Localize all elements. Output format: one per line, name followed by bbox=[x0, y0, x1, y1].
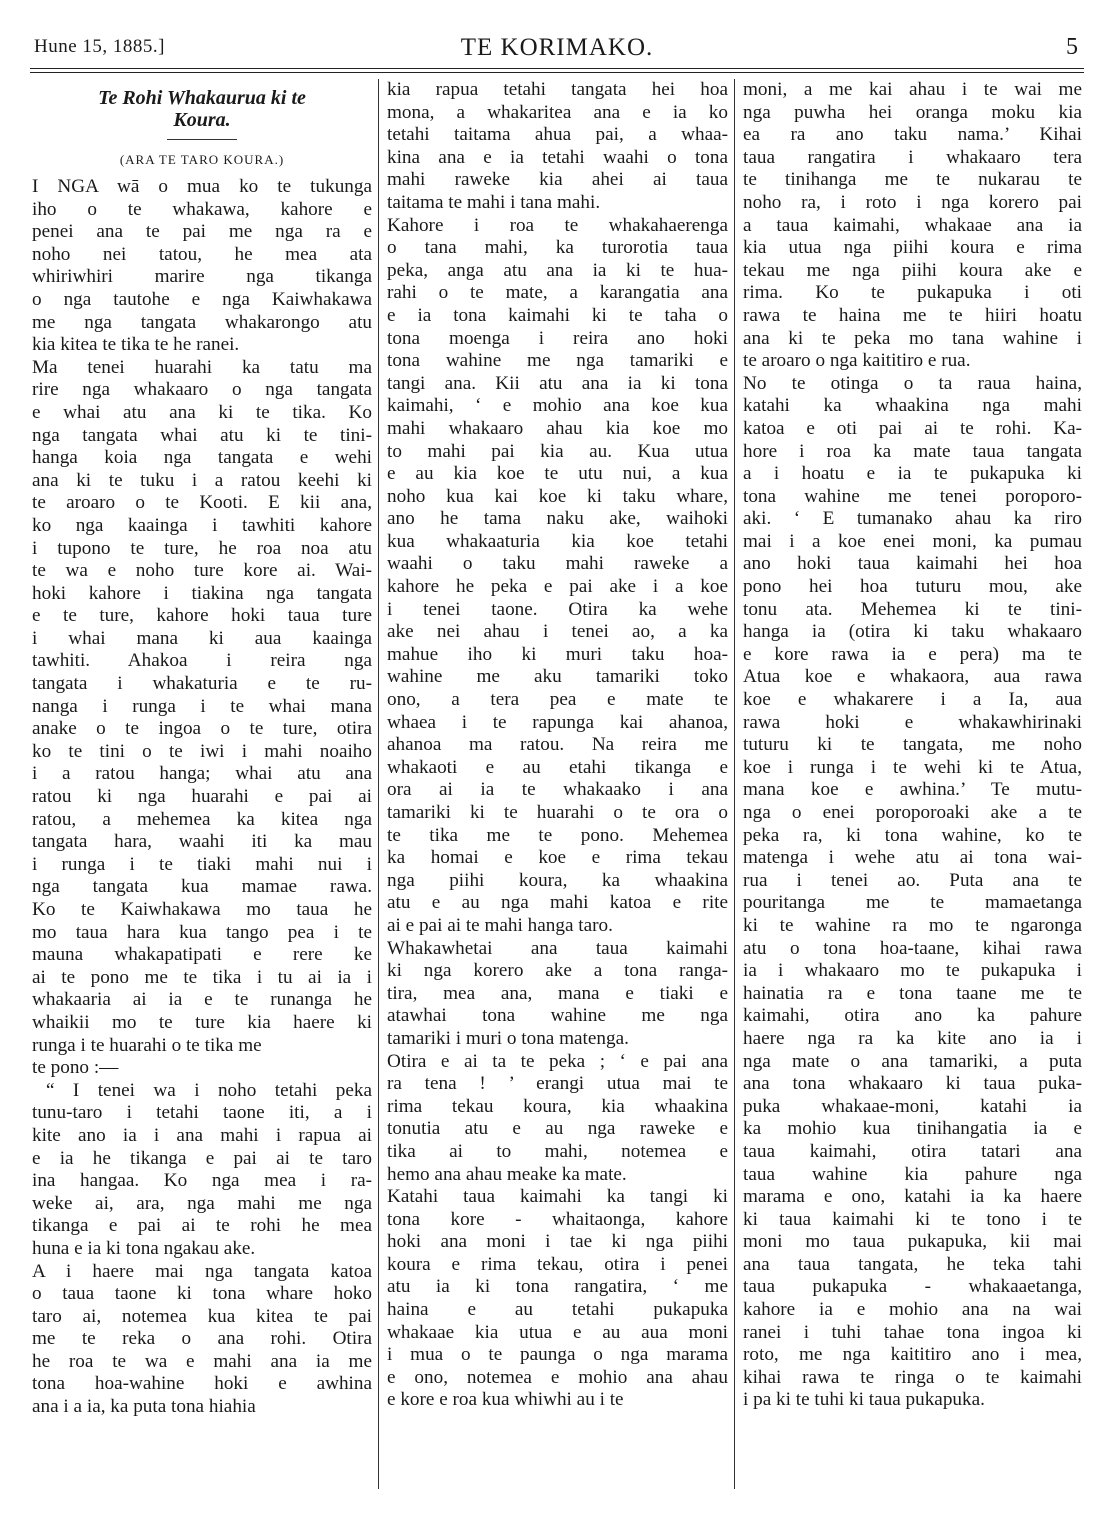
text-line: koe i runga i te wehi ki te Atua, bbox=[743, 756, 1082, 778]
text-line: e whai atu ana ki te tika. Ko bbox=[32, 401, 372, 423]
text-line: No te otinga o ta raua haina, bbox=[743, 372, 1082, 394]
text-line: te aroaro o nga kaititiro e rua. bbox=[743, 350, 971, 372]
text-line: rima tekau koura, kia whaakina bbox=[387, 1095, 728, 1117]
text-line: koura e rima tekau, otira i penei bbox=[387, 1253, 728, 1275]
text-line: tunu-taro i tetahi taone iti, a i bbox=[32, 1102, 372, 1124]
text-line: taitama te mahi i tana mahi. bbox=[387, 191, 601, 213]
text-line: rahi o te mate, a karangatia ana bbox=[387, 282, 728, 304]
text-line: hore i roa ka mate taua tangata bbox=[743, 440, 1082, 462]
text-line: ko te tini o te iwi i mahi noaiho bbox=[32, 740, 372, 762]
text-line: penei ana te pai me nga ra e bbox=[32, 221, 372, 243]
page-number: 5 bbox=[1066, 34, 1078, 60]
column-3 bbox=[734, 79, 1084, 1489]
text-line: ana i a ia, ka puta tona hiahia bbox=[32, 1396, 256, 1418]
text-line: tonu ata. Mehemea ki te tini- bbox=[743, 598, 1082, 620]
text-line: ano hoki taua kaimahi hei hoa bbox=[743, 553, 1082, 575]
text-line: whaikii mo te ture kia haere ki bbox=[32, 1011, 372, 1033]
text-line: te pono :— bbox=[32, 1057, 119, 1079]
text-line: i a ratou hanga; whai atu ana bbox=[32, 763, 372, 785]
text-line: ki te wahine ra mo te ngaronga bbox=[743, 914, 1082, 936]
text-line: mai i a koe enei moni, ka pumau bbox=[743, 530, 1082, 552]
masthead-rule bbox=[30, 68, 1084, 69]
article-title bbox=[32, 87, 372, 131]
text-line: hoki kahore i tiakina nga tangata bbox=[32, 582, 372, 604]
text-line: atu e au nga mahi katoa e rite bbox=[387, 892, 728, 914]
article-title-line-1: Te Rohi Whakaurua ki te bbox=[98, 87, 306, 109]
text-line: taua kaimahi, otira tatari ana bbox=[743, 1140, 1082, 1162]
text-line: i tupono te ture, he roa noa atu bbox=[32, 537, 372, 559]
text-line: hemo ana ahau meake ka mate. bbox=[387, 1163, 627, 1185]
text-line: tetahi taitama ahua pai, a whaa- bbox=[387, 124, 728, 146]
text-line: nga piihi koura, ka whaakina bbox=[387, 869, 728, 891]
text-line: ai te pono me te tika i tu ai ia i bbox=[32, 966, 372, 988]
text-line: ra tena ! ’ erangi utua mai te bbox=[387, 1073, 728, 1095]
text-line: ka mohio kua tinihangatia ia e bbox=[743, 1118, 1082, 1140]
text-line: taua rangatira i whakaaro tera bbox=[743, 146, 1082, 168]
text-line: tona moenga i reira ano hoki bbox=[387, 327, 728, 349]
text-line: atawhai tona wahine me nga bbox=[387, 1005, 728, 1027]
text-line: Atua koe e whakaora, aua rawa bbox=[743, 666, 1082, 688]
text-columns bbox=[30, 79, 1084, 1489]
text-line: hainatia ra e tona taane me te bbox=[743, 982, 1082, 1004]
text-line: taua wahine kia pahure nga bbox=[743, 1163, 1082, 1185]
text-line: ai e pai ai te mahi hanga taro. bbox=[387, 914, 613, 936]
text-line: mana koe e awhina.’ Te mutu- bbox=[743, 779, 1082, 801]
text-line: moni mo taua pukapuka, kii mai bbox=[743, 1231, 1082, 1253]
text-line: e te ture, kahore hoki taua ture bbox=[32, 605, 372, 627]
text-line: weke ai, ara, nga mahi me nga bbox=[32, 1192, 372, 1214]
article-title-line-2: Koura. bbox=[173, 109, 231, 131]
masthead bbox=[30, 30, 1084, 66]
text-line: hanga koia nga tangata e wehi bbox=[32, 447, 372, 469]
text-line: te aroaro o te Kooti. E kii ana, bbox=[32, 492, 372, 514]
text-line: kina ana e ia tetahi waahi o tona bbox=[387, 146, 728, 168]
text-line: Otira e ai ta te peka ; ‘ e pai ana bbox=[387, 1050, 728, 1072]
text-line: tona wahine me tenei poroporo- bbox=[743, 485, 1082, 507]
text-line: A i haere mai nga tangata katoa bbox=[32, 1260, 372, 1282]
text-line: whakaoti e au etahi tikanga e bbox=[387, 756, 728, 778]
text-line: nga o enei poroporoaki ake a te bbox=[743, 802, 1082, 823]
text-line: e ono, notemea e mohio ana ahau bbox=[387, 1366, 728, 1388]
text-line: tonutia atu e au nga raweke e bbox=[387, 1118, 728, 1140]
text-line: kaimahi, ‘ e mohio ana koe kua bbox=[387, 395, 728, 417]
text-line: tekau me nga piihi koura ake e bbox=[743, 259, 1082, 281]
text-line: pouritanga me te mamaetanga bbox=[743, 892, 1082, 914]
text-line: ake nei ahau i tenei ao, a ka bbox=[387, 621, 728, 643]
text-line: rawa hoki e whakawhirinaki bbox=[743, 711, 1082, 733]
text-line: Ko te Kaiwhakawa mo taua he bbox=[32, 899, 372, 920]
text-line: ana ki te tuku i a ratou keehi ki bbox=[32, 469, 372, 491]
text-line: tuturu ki te tangata, me noho bbox=[743, 734, 1082, 756]
text-line: taro ai, notemea kua kitea te pai bbox=[32, 1305, 372, 1327]
text-line: ana ki te peka mo tana wahine i bbox=[743, 327, 1082, 349]
text-line: te tinihanga me te nukarau te bbox=[743, 169, 1082, 191]
text-line: mona, a whakaritea ana e ia ko bbox=[387, 101, 728, 123]
text-line: wahine me aku tamariki toko bbox=[387, 666, 728, 688]
text-line: Ma tenei huarahi ka tatu ma bbox=[32, 356, 372, 378]
text-line: ana taua tangata, he teka tahi bbox=[743, 1253, 1082, 1275]
text-line: haina e au tetahi pukapuka bbox=[387, 1299, 728, 1321]
text-line: tamariki ki te huarahi o te ora o bbox=[387, 802, 728, 823]
text-line: o taua taone ki tona whare hoko bbox=[32, 1283, 372, 1305]
text-line: mahi raweke kia ahei ai taua bbox=[387, 169, 728, 191]
text-line: noho nei tatou, he mea ata bbox=[32, 243, 372, 265]
text-line: ranei i tuhi tahae tona ingoa ki bbox=[743, 1321, 1082, 1343]
text-line: kua whakaaturia kia koe tetahi bbox=[387, 530, 728, 552]
newspaper-title: TE KORIMAKO. bbox=[460, 34, 654, 61]
text-line: hoki ana moni i tae ki nga piihi bbox=[387, 1231, 728, 1253]
text-line: koe e whakarere i a Ia, aua bbox=[743, 689, 1082, 711]
text-line: ano he tama naku ake, waihoki bbox=[387, 508, 728, 530]
text-line: a taua kaimahi, whakaae ana ia bbox=[743, 214, 1082, 236]
text-line: ora ai ia te whakaako i ana bbox=[387, 779, 728, 801]
text-line: i tenei taone. Otira ka wehe bbox=[387, 598, 728, 620]
text-line: puka whakaae-moni, katahi ia bbox=[743, 1095, 1082, 1117]
text-line: e ia he tikanga e pai ai te taro bbox=[32, 1147, 372, 1169]
text-line: pono hei hoa tuturu mou, ake bbox=[743, 576, 1082, 598]
text-line: rima. Ko te pukapuka i oti bbox=[743, 282, 1082, 304]
text-line: anake o te ingoa o te ture, otira bbox=[32, 718, 372, 740]
text-line: katoa e oti pai ai te rohi. Ka- bbox=[743, 417, 1082, 439]
text-line: o tana mahi, ka turorotia taua bbox=[387, 237, 728, 259]
text-line: kite ano ia i ana mahi i rapua ai bbox=[32, 1124, 372, 1146]
text-line: marama e ono, katahi ia ka haere bbox=[743, 1186, 1082, 1208]
text-line: kia kitea te tika te he ranei. bbox=[32, 334, 240, 356]
text-line: kahore ia e mohio ana na wai bbox=[743, 1299, 1082, 1321]
text-line: nga tangata kua mamae rawa. bbox=[32, 876, 372, 898]
text-line: tikanga e pai ai te rohi he mea bbox=[32, 1215, 372, 1237]
text-line: noho ra, i roto i nga korero pai bbox=[743, 191, 1082, 213]
text-line: ratou, a mehemea ka kitea nga bbox=[32, 808, 372, 830]
text-line: tangata hara, waahi iti ka mau bbox=[32, 831, 372, 853]
text-line: atu ia ki tona rangatira, ‘ me bbox=[387, 1276, 728, 1298]
column-2 bbox=[378, 79, 734, 1489]
text-line: he roa te wa e mahi ana ia me bbox=[32, 1350, 372, 1372]
text-line: Kahore i roa te whakahaerenga bbox=[387, 214, 728, 236]
text-line: Katahi taua kaimahi ka tangi ki bbox=[387, 1186, 728, 1208]
text-line: e kore rawa ia e pera) ma te bbox=[743, 643, 1082, 665]
text-line: tamariki i muri o tona matenga. bbox=[387, 1027, 629, 1049]
text-line: tona hoa-wahine hoki e awhina bbox=[32, 1373, 372, 1395]
text-line: to mahi pai kia au. Kua utua bbox=[387, 440, 728, 462]
text-line: ahanoa ma ratou. Na reira me bbox=[387, 734, 728, 756]
text-line: huna e ia ki tona ngakau ake. bbox=[32, 1237, 256, 1259]
text-line: ina hangaa. Ko nga mea i ra- bbox=[32, 1170, 372, 1192]
text-line: kia rapua tetahi tangata hei hoa bbox=[387, 79, 728, 100]
text-line: whaea i te rapunga kai ahanoa, bbox=[387, 711, 728, 733]
text-line: nanga i runga i te whai mana bbox=[32, 695, 372, 717]
text-line: e ia tona kaimahi ki te taha o bbox=[387, 304, 728, 326]
text-line: aki. ‘ E tumanako ahau ka riro bbox=[743, 508, 1082, 530]
text-line: rire nga whakaaro o nga tangata bbox=[32, 379, 372, 401]
text-line: mo taua hara kua tango pea i te bbox=[32, 921, 372, 943]
text-line: hanga ia (otira ki taku whakaaro bbox=[743, 621, 1082, 643]
text-line: atu o tona hoa-taane, kihai rawa bbox=[743, 937, 1082, 959]
text-line: I NGA wā o mua ko te tukunga bbox=[32, 176, 372, 197]
text-line: kihai rawa te ringa o te kaimahi bbox=[743, 1366, 1082, 1388]
text-line: i pa ki te tuhi ki taua pukapuka. bbox=[743, 1389, 985, 1411]
text-line: waahi o taku mahi raweke a bbox=[387, 553, 728, 575]
text-line: rawa te haina me te hiiri hoatu bbox=[743, 304, 1082, 326]
text-line: rua i tenei ao. Puta ana te bbox=[743, 869, 1082, 891]
text-line: tira, mea ana, mana e tiaki e bbox=[387, 982, 728, 1004]
text-line: tangi ana. Kii atu ana ia ki tona bbox=[387, 372, 728, 394]
text-line: runga i te huarahi o te tika me bbox=[32, 1034, 262, 1056]
masthead-rule-lower bbox=[30, 72, 1084, 73]
column-1-text bbox=[32, 176, 372, 1419]
text-line: “ I tenei wa i noho tetahi peka bbox=[46, 1079, 372, 1101]
text-line: ki taua kaimahi ki te tono i te bbox=[743, 1208, 1082, 1230]
text-line: te tika me te pono. Mehemea bbox=[387, 824, 728, 846]
text-line: kahore he peka e pai ake i a koe bbox=[387, 576, 728, 598]
issue-date: Hune 15, 1885.] bbox=[34, 36, 165, 57]
title-divider bbox=[167, 139, 237, 140]
text-line: ko nga kaainga i tawhiti kahore bbox=[32, 514, 372, 536]
text-line: ono, a tera pea e mate te bbox=[387, 689, 728, 711]
text-line: i whai mana ki aua kaainga bbox=[32, 627, 372, 649]
text-line: peka, anga atu ana ia ki te hua- bbox=[387, 259, 728, 281]
text-line: kia utua nga piihi koura e rima bbox=[743, 237, 1082, 259]
text-line: moni, a me kai ahau i te wai me bbox=[743, 79, 1082, 100]
text-line: tawhiti. Ahakoa i reira nga bbox=[32, 650, 372, 672]
text-line: i runga i te tiaki mahi nui i bbox=[32, 853, 372, 875]
text-line: noho kua kai koe ki taku whare, bbox=[387, 485, 728, 507]
text-line: Whakawhetai ana taua kaimahi bbox=[387, 937, 728, 959]
text-line: a i hoatu e ia te pukapuka ki bbox=[743, 463, 1082, 485]
column-2-text bbox=[387, 79, 728, 1412]
text-line: tona wahine me nga tamariki e bbox=[387, 350, 728, 372]
text-line: roto, me nga kaititiro ano i mea, bbox=[743, 1344, 1082, 1366]
text-line: haere nga ra ka kite ano ia i bbox=[743, 1027, 1082, 1049]
text-line: ka homai e koe e rima tekau bbox=[387, 847, 728, 869]
text-line: tona kore - whaitaonga, kahore bbox=[387, 1208, 728, 1230]
text-line: e kore e roa kua whiwhi au i te bbox=[387, 1389, 624, 1411]
article-subtitle: (ARA TE TARO KOURA.) bbox=[119, 152, 285, 167]
text-line: te wa e noho ture kore ai. Wai- bbox=[32, 560, 372, 582]
text-line: e au kia koe te utu nui, a kua bbox=[387, 463, 728, 485]
text-line: ana tona whakaaro ki taua puka- bbox=[743, 1073, 1082, 1095]
text-line: mauna whakapatipati e rere ke bbox=[32, 944, 372, 966]
text-line: iho o te whakawa, kahore e bbox=[32, 198, 372, 220]
text-line: ratou ki nga huarahi e pai ai bbox=[32, 786, 372, 808]
column-1 bbox=[30, 79, 378, 1489]
text-line: tika ai to mahi, notemea e bbox=[387, 1140, 728, 1162]
text-line: tangata i whakaturia e te ru- bbox=[32, 673, 372, 695]
column-3-text bbox=[743, 79, 1082, 1412]
text-line: nga puwha hei oranga moku kia bbox=[743, 101, 1082, 123]
text-line: mahue iho ki muri taku hoa- bbox=[387, 643, 728, 665]
text-line: ki nga korero ake a tona ranga- bbox=[387, 960, 728, 982]
text-line: kaimahi, otira ano ka pahure bbox=[743, 1005, 1082, 1027]
text-line: me te reka o ana rohi. Otira bbox=[32, 1328, 372, 1350]
text-line: o nga tautohe e nga Kaiwhakawa bbox=[32, 288, 372, 310]
text-line: mahi whakaaro ahau kia koe mo bbox=[387, 417, 728, 439]
text-line: whakaae kia utua e au aua moni bbox=[387, 1321, 728, 1343]
text-line: i mua o te paunga o nga marama bbox=[387, 1344, 728, 1366]
text-line: whakaaria ai ia e te runanga he bbox=[32, 989, 372, 1011]
text-line: nga tangata whai atu ki te tini- bbox=[32, 424, 372, 446]
text-line: nga mate o ana tamariki, a puta bbox=[743, 1050, 1082, 1072]
text-line: katahi ka whaakina nga mahi bbox=[743, 395, 1082, 417]
text-line: taua pukapuka - whakaaetanga, bbox=[743, 1276, 1082, 1298]
text-line: whiriwhiri marire nga tikanga bbox=[32, 266, 372, 288]
text-line: ia i whakaaro mo te pukapuka i bbox=[743, 960, 1082, 982]
text-line: peka ra, ki tona wahine, ko te bbox=[743, 824, 1082, 846]
text-line: me nga tangata whakarongo atu bbox=[32, 311, 372, 333]
text-line: ea ra ano taku nama.’ Kihai bbox=[743, 124, 1082, 146]
text-line: matenga i wehe atu ai tona wai- bbox=[743, 847, 1082, 869]
